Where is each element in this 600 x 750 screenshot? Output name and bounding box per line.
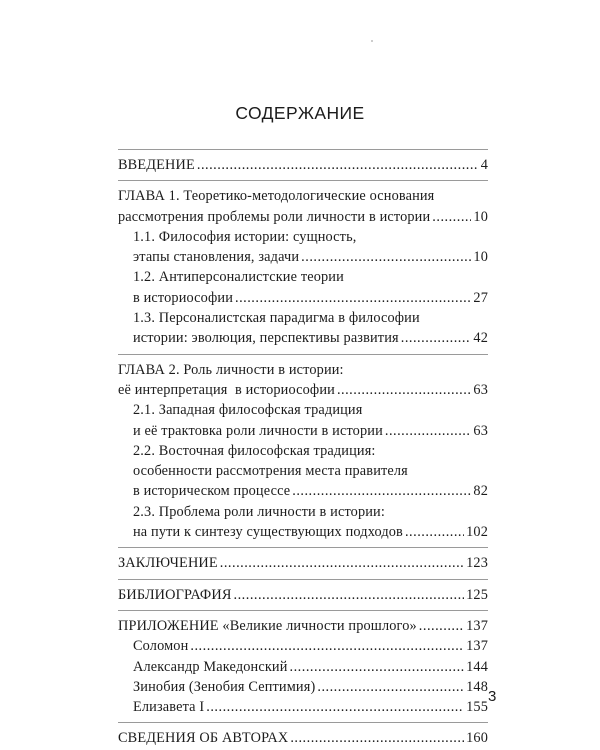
toc-entry-page: 4 — [480, 157, 488, 173]
toc-entry-title: Зинобия (Зенобия Септимия) — [133, 678, 316, 695]
toc-section-authors — [118, 728, 488, 748]
toc-entry-1-2[interactable] — [118, 288, 488, 308]
leader-dots — [290, 657, 465, 677]
toc-entry-authors[interactable] — [118, 728, 488, 748]
toc-entry-page: 10 — [473, 208, 488, 225]
toc-section-bibliography — [118, 585, 488, 605]
toc-entry-title: СВЕДЕНИЯ ОБ АВТОРАХ — [118, 730, 289, 747]
toc-entry-2-1-title[interactable]: 2.1. Западная философская традиция — [133, 402, 363, 419]
leader-dots — [337, 380, 471, 400]
toc-entry-appendix[interactable] — [118, 616, 488, 636]
leader-dots — [234, 585, 465, 605]
leader-dots — [385, 421, 472, 441]
scan-speck — [371, 40, 373, 42]
toc-entry-title: на пути к синтезу существующих подходов — [133, 524, 403, 541]
toc-entry-1-3[interactable] — [118, 328, 488, 348]
leader-dots — [292, 481, 471, 501]
toc-entry-page: 102 — [466, 524, 488, 541]
toc-entry-chapter2[interactable] — [118, 380, 488, 400]
leader-dots — [206, 697, 464, 717]
leader-dots — [405, 522, 464, 542]
toc-entry-page: 42 — [473, 330, 488, 347]
toc-entry-chapter1-title[interactable]: ГЛАВА 1. Теоретико-методологические основания — [118, 188, 435, 205]
toc-entry-title: ВВЕДЕНИЕ — [118, 157, 195, 173]
toc-entry-intro[interactable] — [118, 155, 488, 175]
toc-entry-page: 123 — [466, 555, 488, 572]
toc-entry-page: 155 — [466, 699, 488, 716]
leader-dots — [419, 616, 464, 636]
toc-entry-appendix-item[interactable] — [118, 636, 488, 656]
toc-entry-title: Елизавета I — [133, 699, 205, 716]
page-title: СОДЕРЖАНИЕ — [235, 103, 365, 123]
toc-entry-page: 160 — [466, 730, 488, 747]
toc-entry-page: 144 — [466, 658, 488, 675]
toc-entry-2-2[interactable] — [118, 481, 488, 501]
toc-entry-conclusion[interactable] — [118, 553, 488, 573]
toc-entry-title: Соломон — [133, 638, 189, 655]
divider — [118, 610, 488, 611]
divider — [118, 579, 488, 580]
toc-entry-title: ЗАКЛЮЧЕНИЕ — [118, 555, 218, 572]
toc-entry-chapter1[interactable] — [118, 207, 488, 227]
toc-entry-2-3-title[interactable]: 2.3. Проблема роли личности в истории: — [133, 503, 385, 520]
toc-section-conclusion — [118, 553, 488, 573]
leader-dots — [197, 155, 479, 175]
toc-entry-appendix-item[interactable] — [118, 697, 488, 717]
toc-section-appendix — [118, 616, 488, 717]
toc-entry-page: 125 — [466, 586, 488, 603]
toc-entry-page: 82 — [473, 483, 488, 500]
divider — [118, 547, 488, 548]
toc-entry-page: 63 — [473, 381, 488, 398]
page-number: 3 — [488, 688, 497, 705]
toc-entry-bibliography[interactable] — [118, 585, 488, 605]
toc-entry-title: Александр Македонский — [133, 658, 288, 675]
toc-entry-appendix-item[interactable] — [118, 657, 488, 677]
leader-dots — [190, 636, 464, 656]
toc-entry-chapter2-title[interactable]: ГЛАВА 2. Роль личности в истории: — [118, 361, 344, 378]
leader-dots — [235, 288, 471, 308]
toc-entry-title: истории: эволюция, перспективы развития — [133, 330, 399, 347]
toc-entry-1-3-title[interactable]: 1.3. Персоналистская парадигма в философии — [133, 310, 420, 327]
toc-entry-appendix-item[interactable] — [118, 677, 488, 697]
leader-dots — [290, 728, 464, 748]
toc-entry-title: в историческом процессе — [133, 483, 291, 500]
divider — [118, 180, 488, 181]
toc-entry-page: 63 — [473, 422, 488, 439]
toc-section-chapter1 — [118, 186, 488, 348]
toc-entry-2-3[interactable] — [118, 522, 488, 542]
leader-dots — [401, 328, 472, 348]
toc-entry-1-1-title[interactable]: 1.1. Философия истории: сущность, — [133, 228, 357, 245]
divider — [118, 354, 488, 355]
toc-entry-1-2-title[interactable]: 1.2. Антиперсоналистские теории — [133, 269, 344, 286]
toc-entry-title: БИБЛИОГРАФИЯ — [118, 586, 232, 603]
leader-dots — [432, 207, 471, 227]
toc-entry-page: 10 — [473, 249, 488, 266]
toc-entry-2-2-subtitle[interactable]: особенности рассмотрения места правителя — [133, 463, 408, 480]
divider — [118, 149, 488, 150]
toc-entry-title: и её трактовка роли личности в истории — [133, 422, 383, 439]
toc-entry-2-2-title[interactable]: 2.2. Восточная философская традиция: — [133, 442, 376, 459]
toc-section-chapter2 — [118, 360, 488, 543]
toc-entry-page: 27 — [473, 289, 488, 306]
leader-dots — [220, 553, 464, 573]
toc-entry-title: этапы становления, задачи — [133, 249, 300, 266]
leader-dots — [301, 247, 471, 267]
divider — [118, 722, 488, 723]
table-of-contents — [118, 144, 488, 749]
toc-entry-page: 137 — [466, 617, 488, 634]
toc-entry-title: ПРИЛОЖЕНИЕ «Великие личности прошлого» — [118, 617, 417, 634]
toc-entry-1-1[interactable] — [118, 247, 488, 267]
leader-dots — [317, 677, 464, 697]
toc-entry-page: 148 — [466, 678, 488, 695]
toc-entry-title: рассмотрения проблемы роли личности в истории — [118, 208, 431, 225]
toc-entry-title: её интерпретация в историософии — [118, 381, 335, 398]
toc-entry-2-1[interactable] — [118, 421, 488, 441]
toc-entry-page: 137 — [466, 638, 488, 655]
toc-section-intro — [118, 155, 488, 175]
toc-entry-title: в историософии — [133, 289, 233, 306]
